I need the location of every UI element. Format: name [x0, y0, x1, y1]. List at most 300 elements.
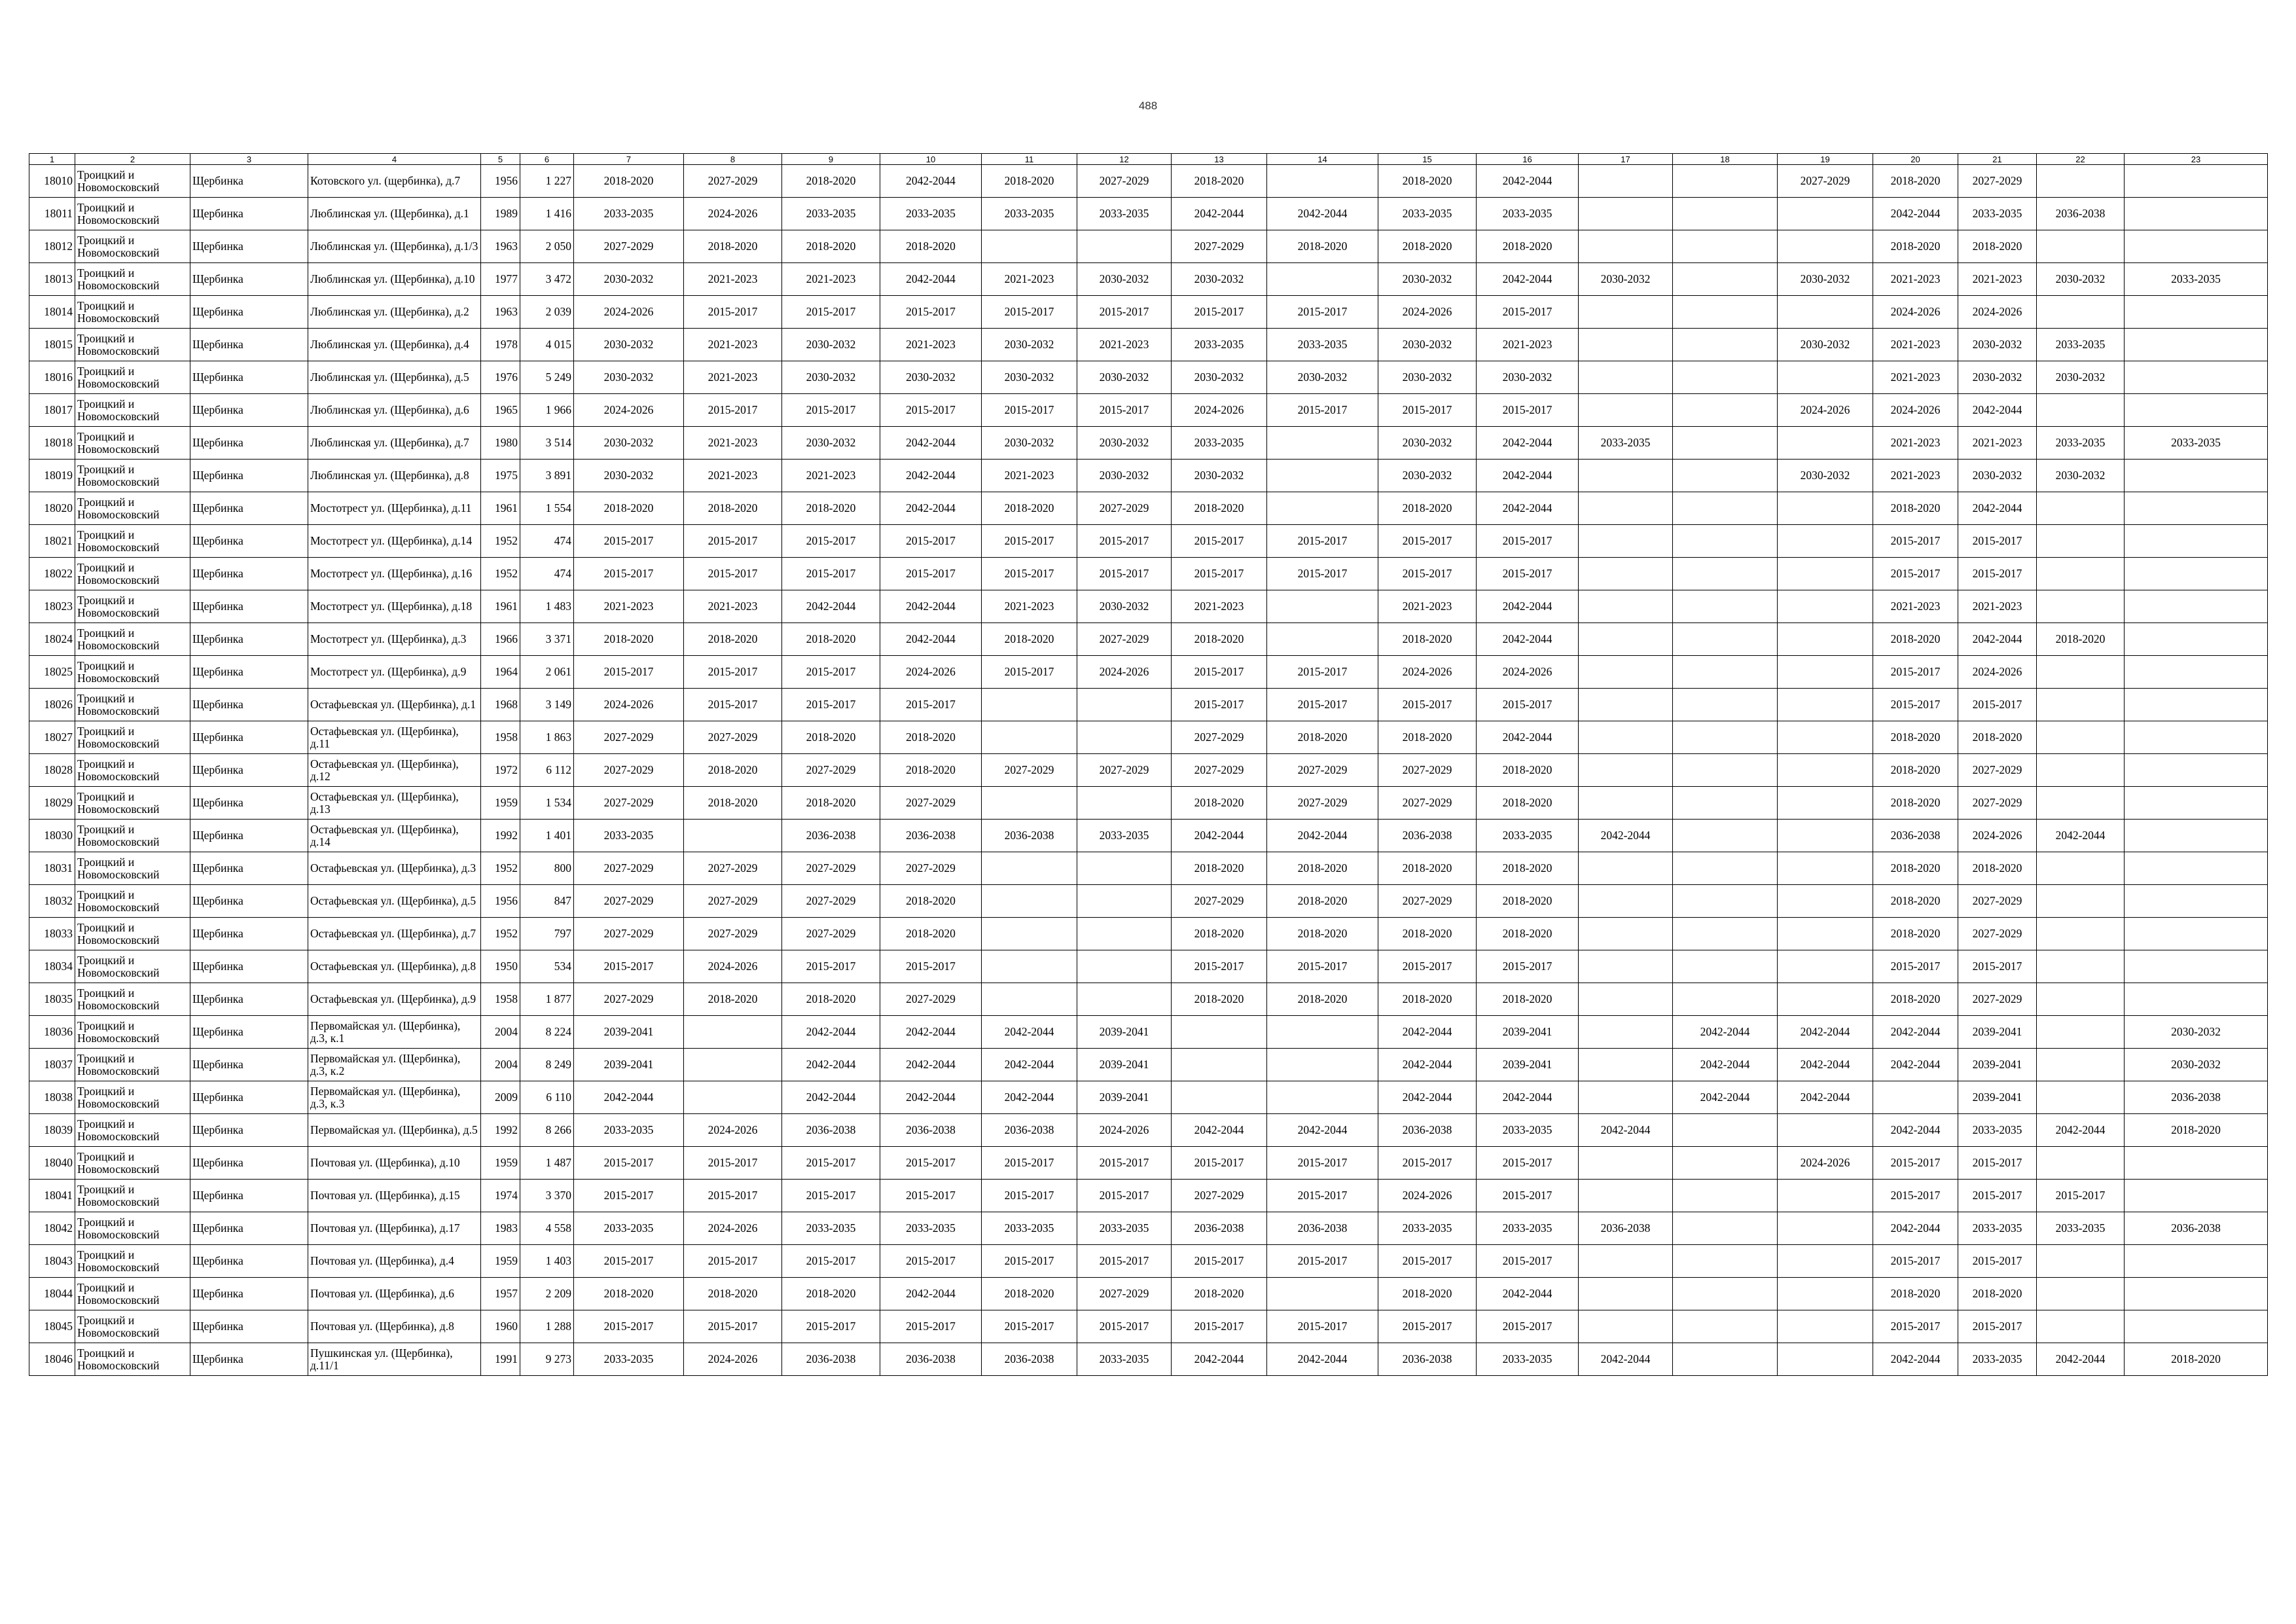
cell-period-21: 2015-2017: [1958, 1310, 2037, 1343]
cell-period-13: 2018-2020: [1172, 918, 1267, 950]
cell-period-20: 2018-2020: [1873, 885, 1958, 918]
cell-build-year: 1964: [481, 656, 520, 689]
cell-period-23: [2125, 558, 2268, 590]
cell-period-7: 2039-2041: [574, 1016, 684, 1049]
cell-address: Мостотрест ул. (Щербинка), д.16: [308, 558, 481, 590]
cell-build-year: 1958: [481, 721, 520, 754]
cell-period-7: 2015-2017: [574, 1245, 684, 1278]
cell-settlement: Щербинка: [190, 689, 308, 721]
cell-row-id: 18033: [29, 918, 75, 950]
cell-address: Почтовая ул. (Щербинка), д.15: [308, 1180, 481, 1212]
column-header-4: 4: [308, 154, 481, 165]
cell-period-15: 2030-2032: [1378, 329, 1477, 361]
cell-period-22: 2036-2038: [2037, 198, 2125, 230]
cell-period-17: [1579, 492, 1673, 525]
cell-period-23: [2125, 689, 2268, 721]
cell-period-17: [1579, 165, 1673, 198]
cell-period-22: [2037, 656, 2125, 689]
cell-build-year: 1952: [481, 852, 520, 885]
cell-period-21: 2024-2026: [1958, 656, 2037, 689]
cell-build-year: 1966: [481, 623, 520, 656]
cell-period-13: 2042-2044: [1172, 820, 1267, 852]
cell-build-year: 1963: [481, 230, 520, 263]
cell-period-23: [2125, 492, 2268, 525]
cell-period-23: [2125, 1310, 2268, 1343]
cell-period-18: [1673, 1180, 1778, 1212]
cell-row-id: 18041: [29, 1180, 75, 1212]
cell-period-19: 2030-2032: [1778, 460, 1873, 492]
cell-settlement: Щербинка: [190, 230, 308, 263]
table-row: [29, 721, 2268, 754]
cell-period-8: 2018-2020: [684, 492, 782, 525]
cell-period-15: 2036-2038: [1378, 1114, 1477, 1147]
cell-address: Остафьевская ул. (Щербинка), д.3: [308, 852, 481, 885]
cell-period-21: 2039-2041: [1958, 1049, 2037, 1081]
cell-period-15: 2018-2020: [1378, 165, 1477, 198]
cell-period-16: 2015-2017: [1477, 950, 1579, 983]
cell-address: Остафьевская ул. (Щербинка), д.7: [308, 918, 481, 950]
cell-period-7: 2027-2029: [574, 230, 684, 263]
cell-period-17: [1579, 1049, 1673, 1081]
cell-period-17: [1579, 329, 1673, 361]
cell-period-12: [1077, 983, 1172, 1016]
cell-period-10: 2042-2044: [880, 1049, 982, 1081]
cell-period-22: 2015-2017: [2037, 1180, 2125, 1212]
cell-period-19: [1778, 525, 1873, 558]
cell-period-16: 2042-2044: [1477, 1278, 1579, 1310]
cell-period-11: 2015-2017: [982, 394, 1077, 427]
cell-period-8: 2015-2017: [684, 1147, 782, 1180]
cell-period-16: 2042-2044: [1477, 263, 1579, 296]
cell-period-13: 2021-2023: [1172, 590, 1267, 623]
cell-area: 3 370: [520, 1180, 574, 1212]
cell-period-8: 2018-2020: [684, 1278, 782, 1310]
cell-period-11: [982, 918, 1077, 950]
table-row: [29, 558, 2268, 590]
cell-settlement: Щербинка: [190, 394, 308, 427]
cell-period-15: 2024-2026: [1378, 1180, 1477, 1212]
cell-period-21: 2027-2029: [1958, 918, 2037, 950]
column-header-12: 12: [1077, 154, 1172, 165]
cell-period-11: 2015-2017: [982, 296, 1077, 329]
cell-period-9: 2042-2044: [782, 1081, 880, 1114]
cell-period-16: 2042-2044: [1477, 721, 1579, 754]
cell-period-14: [1267, 1016, 1378, 1049]
cell-period-8: 2015-2017: [684, 1180, 782, 1212]
cell-period-9: 2015-2017: [782, 1245, 880, 1278]
cell-period-11: 2015-2017: [982, 1147, 1077, 1180]
cell-row-id: 18010: [29, 165, 75, 198]
cell-period-12: 2030-2032: [1077, 590, 1172, 623]
cell-address: Остафьевская ул. (Щербинка), д.14: [308, 820, 481, 852]
cell-row-id: 18039: [29, 1114, 75, 1147]
cell-period-20: [1873, 1081, 1958, 1114]
cell-period-22: [2037, 885, 2125, 918]
cell-period-16: 2030-2032: [1477, 361, 1579, 394]
cell-period-16: 2033-2035: [1477, 1212, 1579, 1245]
cell-period-12: 2024-2026: [1077, 1114, 1172, 1147]
cell-period-13: 2015-2017: [1172, 558, 1267, 590]
table-row: [29, 852, 2268, 885]
cell-row-id: 18045: [29, 1310, 75, 1343]
cell-settlement: Щербинка: [190, 1245, 308, 1278]
cell-period-13: [1172, 1049, 1267, 1081]
cell-period-18: 2042-2044: [1673, 1049, 1778, 1081]
cell-period-19: [1778, 918, 1873, 950]
cell-settlement: Щербинка: [190, 558, 308, 590]
cell-period-8: 2027-2029: [684, 885, 782, 918]
cell-district: Троицкий и Новомосковский: [75, 754, 190, 787]
cell-period-8: 2027-2029: [684, 852, 782, 885]
cell-period-8: 2021-2023: [684, 427, 782, 460]
cell-period-15: 2021-2023: [1378, 590, 1477, 623]
cell-row-id: 18014: [29, 296, 75, 329]
cell-area: 8 266: [520, 1114, 574, 1147]
cell-period-11: 2021-2023: [982, 263, 1077, 296]
cell-period-15: 2018-2020: [1378, 983, 1477, 1016]
cell-period-12: 2033-2035: [1077, 1343, 1172, 1376]
cell-settlement: Щербинка: [190, 656, 308, 689]
cell-period-20: 2021-2023: [1873, 427, 1958, 460]
cell-period-12: 2027-2029: [1077, 623, 1172, 656]
table-row: [29, 1049, 2268, 1081]
cell-district: Троицкий и Новомосковский: [75, 1245, 190, 1278]
cell-period-13: 2027-2029: [1172, 1180, 1267, 1212]
cell-period-20: 2042-2044: [1873, 1016, 1958, 1049]
column-header-5: 5: [481, 154, 520, 165]
cell-area: 9 273: [520, 1343, 574, 1376]
cell-row-id: 18017: [29, 394, 75, 427]
cell-period-11: 2042-2044: [982, 1081, 1077, 1114]
cell-period-7: 2015-2017: [574, 1310, 684, 1343]
cell-build-year: 1963: [481, 296, 520, 329]
cell-district: Троицкий и Новомосковский: [75, 394, 190, 427]
cell-period-20: 2018-2020: [1873, 230, 1958, 263]
cell-area: 3 371: [520, 623, 574, 656]
cell-period-19: 2024-2026: [1778, 1147, 1873, 1180]
cell-row-id: 18035: [29, 983, 75, 1016]
cell-period-16: 2033-2035: [1477, 1343, 1579, 1376]
cell-address: Мостотрест ул. (Щербинка), д.3: [308, 623, 481, 656]
cell-period-23: [2125, 656, 2268, 689]
cell-address: Почтовая ул. (Щербинка), д.8: [308, 1310, 481, 1343]
cell-period-16: 2033-2035: [1477, 820, 1579, 852]
cell-period-21: 2021-2023: [1958, 263, 2037, 296]
cell-period-18: [1673, 950, 1778, 983]
cell-area: 3 891: [520, 460, 574, 492]
cell-period-12: [1077, 950, 1172, 983]
cell-period-18: [1673, 329, 1778, 361]
cell-period-10: 2042-2044: [880, 460, 982, 492]
cell-settlement: Щербинка: [190, 885, 308, 918]
cell-period-7: 2030-2032: [574, 427, 684, 460]
cell-period-10: 2015-2017: [880, 394, 982, 427]
cell-period-9: 2015-2017: [782, 689, 880, 721]
cell-period-19: [1778, 1180, 1873, 1212]
cell-period-18: [1673, 656, 1778, 689]
cell-period-11: [982, 787, 1077, 820]
cell-period-23: [2125, 590, 2268, 623]
cell-period-19: [1778, 492, 1873, 525]
table-row: [29, 754, 2268, 787]
cell-period-16: 2015-2017: [1477, 689, 1579, 721]
cell-period-13: 2036-2038: [1172, 1212, 1267, 1245]
table-row: [29, 820, 2268, 852]
cell-period-23: 2018-2020: [2125, 1343, 2268, 1376]
cell-district: Троицкий и Новомосковский: [75, 329, 190, 361]
cell-period-10: 2033-2035: [880, 198, 982, 230]
cell-period-15: 2015-2017: [1378, 689, 1477, 721]
cell-period-12: [1077, 852, 1172, 885]
cell-period-19: [1778, 820, 1873, 852]
cell-period-10: 2018-2020: [880, 754, 982, 787]
cell-address: Первомайская ул. (Щербинка), д.3, к.3: [308, 1081, 481, 1114]
cell-period-14: 2015-2017: [1267, 394, 1378, 427]
cell-period-15: 2027-2029: [1378, 754, 1477, 787]
cell-build-year: 1992: [481, 820, 520, 852]
cell-settlement: Щербинка: [190, 492, 308, 525]
cell-row-id: 18026: [29, 689, 75, 721]
column-header-15: 15: [1378, 154, 1477, 165]
cell-area: 1 966: [520, 394, 574, 427]
cell-period-19: [1778, 983, 1873, 1016]
cell-period-17: [1579, 721, 1673, 754]
column-header-13: 13: [1172, 154, 1267, 165]
cell-row-id: 18040: [29, 1147, 75, 1180]
cell-period-18: [1673, 361, 1778, 394]
cell-period-9: 2015-2017: [782, 296, 880, 329]
cell-row-id: 18036: [29, 1016, 75, 1049]
cell-period-20: 2021-2023: [1873, 263, 1958, 296]
cell-period-7: 2033-2035: [574, 1343, 684, 1376]
cell-settlement: Щербинка: [190, 1180, 308, 1212]
cell-period-11: [982, 721, 1077, 754]
cell-area: 1 863: [520, 721, 574, 754]
cell-address: Мостотрест ул. (Щербинка), д.11: [308, 492, 481, 525]
cell-period-10: 2021-2023: [880, 329, 982, 361]
cell-build-year: 1952: [481, 918, 520, 950]
cell-row-id: 18013: [29, 263, 75, 296]
cell-period-11: 2030-2032: [982, 427, 1077, 460]
cell-period-13: 2015-2017: [1172, 950, 1267, 983]
cell-period-8: 2021-2023: [684, 263, 782, 296]
cell-period-20: 2042-2044: [1873, 198, 1958, 230]
cell-period-15: 2015-2017: [1378, 1310, 1477, 1343]
cell-settlement: Щербинка: [190, 329, 308, 361]
cell-row-id: 18032: [29, 885, 75, 918]
cell-period-17: [1579, 394, 1673, 427]
cell-period-16: 2042-2044: [1477, 1081, 1579, 1114]
cell-period-14: 2030-2032: [1267, 361, 1378, 394]
table-row: [29, 329, 2268, 361]
cell-period-8: 2015-2017: [684, 394, 782, 427]
cell-period-10: 2015-2017: [880, 296, 982, 329]
cell-period-15: 2015-2017: [1378, 950, 1477, 983]
cell-district: Троицкий и Новомосковский: [75, 885, 190, 918]
cell-period-21: 2033-2035: [1958, 1114, 2037, 1147]
cell-period-9: 2015-2017: [782, 1310, 880, 1343]
cell-period-13: [1172, 1081, 1267, 1114]
cell-period-17: 2042-2044: [1579, 1114, 1673, 1147]
cell-period-20: 2024-2026: [1873, 296, 1958, 329]
cell-period-20: 2018-2020: [1873, 1278, 1958, 1310]
cell-period-18: [1673, 558, 1778, 590]
cell-settlement: Щербинка: [190, 361, 308, 394]
cell-period-19: 2042-2044: [1778, 1049, 1873, 1081]
cell-build-year: 1958: [481, 983, 520, 1016]
cell-period-7: 2042-2044: [574, 1081, 684, 1114]
cell-period-15: 2042-2044: [1378, 1016, 1477, 1049]
cell-district: Троицкий и Новомосковский: [75, 1114, 190, 1147]
cell-period-18: 2042-2044: [1673, 1016, 1778, 1049]
cell-period-9: 2018-2020: [782, 230, 880, 263]
cell-district: Троицкий и Новомосковский: [75, 263, 190, 296]
cell-period-16: 2042-2044: [1477, 165, 1579, 198]
cell-period-17: [1579, 590, 1673, 623]
schedule-table-wrapper: [29, 153, 2267, 1376]
cell-row-id: 18023: [29, 590, 75, 623]
table-row: [29, 885, 2268, 918]
cell-period-15: 2015-2017: [1378, 1245, 1477, 1278]
cell-period-16: 2015-2017: [1477, 1310, 1579, 1343]
cell-period-15: 2015-2017: [1378, 394, 1477, 427]
cell-period-21: 2030-2032: [1958, 329, 2037, 361]
cell-area: 6 110: [520, 1081, 574, 1114]
cell-settlement: Щербинка: [190, 1016, 308, 1049]
cell-period-16: 2018-2020: [1477, 918, 1579, 950]
cell-period-18: [1673, 394, 1778, 427]
cell-period-20: 2018-2020: [1873, 492, 1958, 525]
cell-period-16: 2033-2035: [1477, 198, 1579, 230]
cell-period-19: [1778, 230, 1873, 263]
cell-area: 534: [520, 950, 574, 983]
cell-period-17: [1579, 656, 1673, 689]
cell-period-20: 2021-2023: [1873, 329, 1958, 361]
cell-period-11: 2018-2020: [982, 1278, 1077, 1310]
cell-build-year: 1968: [481, 689, 520, 721]
cell-district: Троицкий и Новомосковский: [75, 1310, 190, 1343]
cell-period-19: 2030-2032: [1778, 263, 1873, 296]
cell-area: 2 061: [520, 656, 574, 689]
cell-build-year: 1956: [481, 885, 520, 918]
cell-period-21: 2015-2017: [1958, 525, 2037, 558]
table-row: [29, 1310, 2268, 1343]
cell-period-19: [1778, 1278, 1873, 1310]
cell-period-22: [2037, 165, 2125, 198]
cell-area: 5 249: [520, 361, 574, 394]
cell-period-9: 2018-2020: [782, 721, 880, 754]
cell-period-23: 2033-2035: [2125, 263, 2268, 296]
cell-row-id: 18016: [29, 361, 75, 394]
cell-period-22: 2018-2020: [2037, 623, 2125, 656]
cell-period-12: [1077, 721, 1172, 754]
cell-district: Троицкий и Новомосковский: [75, 165, 190, 198]
cell-period-13: 2033-2035: [1172, 427, 1267, 460]
cell-period-7: 2027-2029: [574, 885, 684, 918]
cell-period-22: 2033-2035: [2037, 329, 2125, 361]
cell-period-15: 2024-2026: [1378, 296, 1477, 329]
cell-build-year: 1978: [481, 329, 520, 361]
cell-period-7: 2033-2035: [574, 820, 684, 852]
cell-period-13: 2015-2017: [1172, 1310, 1267, 1343]
cell-period-19: [1778, 361, 1873, 394]
cell-period-14: 2018-2020: [1267, 918, 1378, 950]
cell-period-10: 2027-2029: [880, 852, 982, 885]
cell-period-12: 2030-2032: [1077, 427, 1172, 460]
cell-period-9: 2036-2038: [782, 1114, 880, 1147]
cell-period-9: 2027-2029: [782, 918, 880, 950]
cell-area: 1 227: [520, 165, 574, 198]
cell-period-22: [2037, 558, 2125, 590]
cell-period-9: 2027-2029: [782, 885, 880, 918]
cell-period-12: [1077, 885, 1172, 918]
table-row: [29, 1081, 2268, 1114]
cell-period-15: 2018-2020: [1378, 852, 1477, 885]
cell-address: Люблинская ул. (Щербинка), д.2: [308, 296, 481, 329]
cell-period-12: [1077, 787, 1172, 820]
cell-period-8: 2027-2029: [684, 165, 782, 198]
cell-period-7: 2018-2020: [574, 165, 684, 198]
cell-row-id: 18019: [29, 460, 75, 492]
cell-period-12: 2027-2029: [1077, 492, 1172, 525]
cell-period-16: 2018-2020: [1477, 754, 1579, 787]
cell-period-23: [2125, 394, 2268, 427]
cell-period-17: [1579, 950, 1673, 983]
cell-row-id: 18038: [29, 1081, 75, 1114]
cell-period-17: [1579, 983, 1673, 1016]
cell-period-7: 2018-2020: [574, 623, 684, 656]
cell-settlement: Щербинка: [190, 1278, 308, 1310]
cell-period-11: [982, 689, 1077, 721]
table-row: [29, 950, 2268, 983]
cell-address: Мостотрест ул. (Щербинка), д.14: [308, 525, 481, 558]
cell-period-23: [2125, 918, 2268, 950]
cell-address: Остафьевская ул. (Щербинка), д.5: [308, 885, 481, 918]
cell-period-14: 2018-2020: [1267, 230, 1378, 263]
cell-period-23: 2036-2038: [2125, 1081, 2268, 1114]
cell-period-7: 2018-2020: [574, 492, 684, 525]
cell-period-7: 2015-2017: [574, 558, 684, 590]
cell-period-11: 2021-2023: [982, 590, 1077, 623]
cell-period-18: [1673, 689, 1778, 721]
cell-period-22: [2037, 918, 2125, 950]
cell-period-23: [2125, 1245, 2268, 1278]
cell-period-7: 2033-2035: [574, 1114, 684, 1147]
cell-period-20: 2015-2017: [1873, 656, 1958, 689]
cell-period-14: [1267, 1081, 1378, 1114]
cell-period-11: 2018-2020: [982, 623, 1077, 656]
cell-period-21: 2033-2035: [1958, 1343, 2037, 1376]
cell-period-21: 2018-2020: [1958, 230, 2037, 263]
cell-address: Остафьевская ул. (Щербинка), д.11: [308, 721, 481, 754]
cell-period-7: 2033-2035: [574, 1212, 684, 1245]
cell-period-7: 2039-2041: [574, 1049, 684, 1081]
cell-row-id: 18044: [29, 1278, 75, 1310]
cell-period-11: 2033-2035: [982, 1212, 1077, 1245]
cell-period-16: 2042-2044: [1477, 590, 1579, 623]
cell-period-22: [2037, 1016, 2125, 1049]
cell-period-11: 2015-2017: [982, 656, 1077, 689]
cell-period-7: 2027-2029: [574, 721, 684, 754]
cell-period-10: 2015-2017: [880, 1180, 982, 1212]
cell-period-22: [2037, 525, 2125, 558]
cell-build-year: 1976: [481, 361, 520, 394]
cell-period-12: 2015-2017: [1077, 1147, 1172, 1180]
cell-period-14: [1267, 460, 1378, 492]
cell-period-14: 2042-2044: [1267, 198, 1378, 230]
cell-period-13: 2015-2017: [1172, 1147, 1267, 1180]
cell-area: 800: [520, 852, 574, 885]
